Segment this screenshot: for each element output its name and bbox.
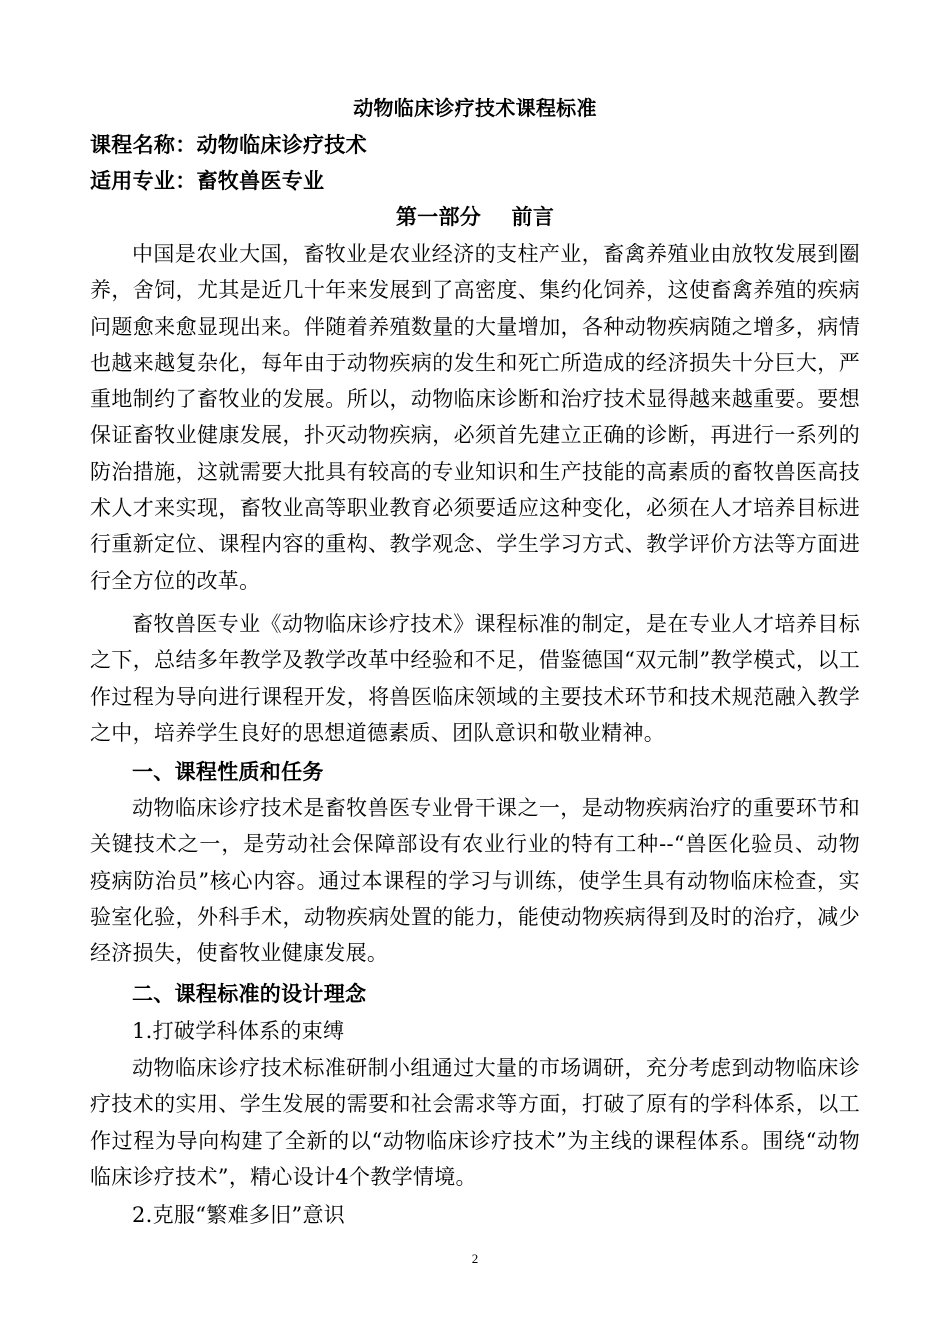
part-heading: 第一部分 前言 <box>395 205 555 229</box>
section-2-heading: 二、课程标准的设计理念 <box>132 982 367 1006</box>
preface-paragraph-1: 中国是农业大国，畜牧业是农业经济的支柱产业，畜禽养殖业由放牧发展到圈养，舍饲，尤其是近几十年来发展到了高密度、集约化饲养，这使畜禽养殖的疾病问题愈来愈显现出来。伴随着养殖数量的大量增加，各种动物疾病随之增多，病情也越来越复杂化，每年由于动物疾病的发生和死亡所造成的经济损失十分巨大，严重地制约了畜牧业的发展。所以，动物临床诊断和治疗技术显得越来越重要。要想保证畜牧业健康发展，扑灭动物疾病，必须首先建立正确的诊断，再进行一系列的防治措施，这就需要大批具有较高的专业知识和生产技能的高素质的畜牧兽医高技术人才来实现，畜牧业高等职业教育必须要适应这种变化，必须在人才培养目标进行重新定位、课程内容的重构、教学观念、学生学习方式、教学评价方法等方面进行全方位的改革。 <box>90 242 860 593</box>
applicable-major-line: 适用专业：畜牧兽医专业 <box>90 169 325 193</box>
preface-paragraph-2: 畜牧兽医专业《动物临床诊疗技术》课程标准的制定，是在专业人才培养目标之下，总结多年教学及教学改革中经验和不足，借鉴德国“双元制”教学模式，以工作过程为导向进行课程开发，将兽医临床领域的主要技术环节和技术规范融入教学之中，培养学生良好的思想道德素质、团队意识和敬业精神。 <box>90 612 860 745</box>
page-number: 2 <box>471 1251 479 1266</box>
section-2-item-1-paragraph: 动物临床诊疗技术标准研制小组通过大量的市场调研，充分考虑到动物临床诊疗技术的实用、学生发展的需要和社会需求等方面，打破了原有的学科体系，以工作过程为导向构建了全新的以“动物临床诊疗技术”为主线的课程体系。围绕“动物临床诊疗技术”，精心设计4个教学情境。 <box>90 1056 860 1189</box>
section-1-paragraph: 动物临床诊疗技术是畜牧兽医专业骨干课之一，是动物疾病治疗的重要环节和关键技术之一，是劳动社会保障部设有农业行业的特有工种--“兽医化验员、动物疫病防治员”核心内容。通过本课程的学习与训练，使学生具有动物临床检查，实验室化验，外科手术，动物疾病处置的能力，能使动物疾病得到及时的治疗，减少经济损失，使畜牧业健康发展。 <box>90 796 860 966</box>
section-2-item-1-heading: 1.打破学科体系的束缚 <box>132 1019 345 1043</box>
section-2-item-2-heading: 2.克服“繁难多旧”意识 <box>132 1203 346 1227</box>
course-name-line: 课程名称：动物临床诊疗技术 <box>90 133 367 157</box>
document-title: 动物临床诊疗技术课程标准 <box>353 96 597 120</box>
section-1-heading: 一、课程性质和任务 <box>132 760 324 784</box>
